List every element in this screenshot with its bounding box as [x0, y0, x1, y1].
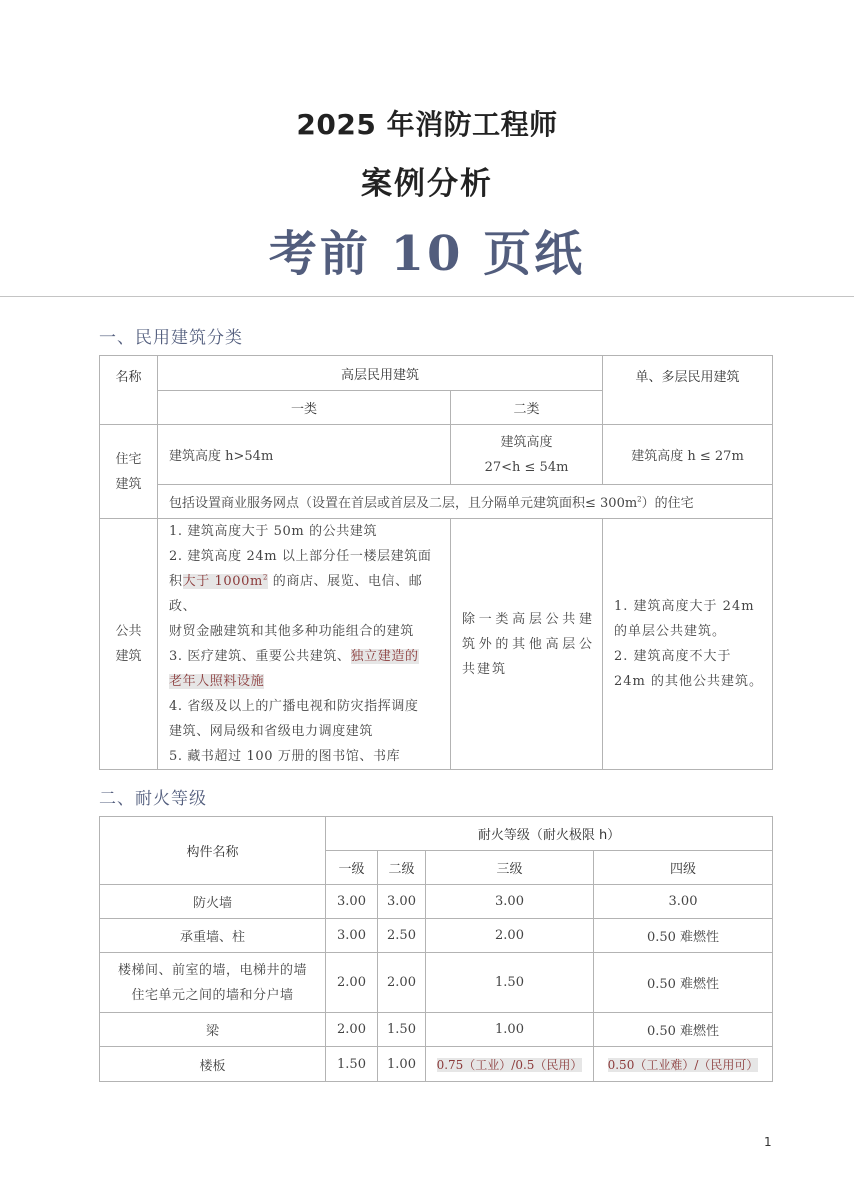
- text: 大于 1000m: [182, 574, 263, 589]
- highlight-text: 独立建造的: [350, 649, 419, 664]
- highlight-text: 0.50（工业难）/（民用可）: [607, 1057, 759, 1072]
- header-low-rise: 单、多层民用建筑: [603, 356, 773, 425]
- grade-4-value: 0.50 难燃性: [594, 953, 773, 1013]
- label-line: 住宅: [115, 451, 142, 467]
- grade-3-value: 1.50: [426, 953, 594, 1013]
- grade-2-value: 2.00: [378, 953, 426, 1013]
- fire-resistance-table: [99, 816, 773, 1082]
- component-name: 楼板: [100, 1047, 326, 1082]
- grade-1-value: 2.00: [326, 1013, 378, 1047]
- component-name: 承重墙、柱: [100, 919, 326, 953]
- label-line: 建筑: [115, 649, 142, 664]
- residential-note: [158, 485, 773, 519]
- component-name: [100, 953, 326, 1013]
- public-class2: 除一类高层公共建筑外的其他高层公共建筑: [451, 519, 603, 770]
- row-label-residential: [100, 425, 158, 519]
- header-grade-4: 四级: [594, 851, 773, 885]
- component-name: 防火墙: [100, 885, 326, 919]
- list-item: 2. 建筑高度 24m 以上部分任一楼层建筑面: [169, 549, 432, 564]
- text-line: 建筑高度: [500, 434, 553, 450]
- grade-4-value: 0.50 难燃性: [594, 1013, 773, 1047]
- grade-1-value: 2.00: [326, 953, 378, 1013]
- highlight-text: [183, 574, 268, 589]
- grade-3-value: 1.00: [426, 1013, 594, 1047]
- list-item: [169, 644, 442, 669]
- grade-3-value: [426, 1047, 594, 1082]
- grade-4-value: 0.50 难燃性: [594, 919, 773, 953]
- grade-4-value: 3.00: [594, 885, 773, 919]
- section-heading-fire-resistance: 二、耐火等级: [99, 789, 207, 809]
- section-heading-building-classification: 一、民用建筑分类: [99, 328, 243, 348]
- page-number: 1: [764, 1135, 772, 1149]
- label-line: 公共: [115, 624, 142, 639]
- building-classification-table: [99, 355, 773, 770]
- list-item-continued: [169, 569, 442, 619]
- grade-3-value: 2.00: [426, 919, 594, 953]
- header-component: 构件名称: [100, 817, 326, 885]
- residential-class1: 建筑高度 h>54m: [158, 425, 451, 485]
- list-item-continued: [169, 669, 442, 694]
- text: 3. 医疗建筑、重要公共建筑、: [169, 649, 351, 664]
- header-grade-3: 三级: [426, 851, 594, 885]
- text: 的商店、展览、电信、邮政、: [169, 574, 423, 614]
- grade-1-value: 3.00: [326, 885, 378, 919]
- highlight-text: 老年人照料设施: [169, 674, 265, 689]
- table-row: [100, 953, 773, 1013]
- header-grade-group: 耐火等级（耐火极限 h）: [326, 817, 773, 851]
- public-low-rise-list: [603, 519, 773, 770]
- document-title-year: 2025 年消防工程师: [296, 108, 558, 141]
- table-row: [100, 885, 773, 919]
- public-class1-list: [158, 519, 451, 770]
- residential-class2: [451, 425, 603, 485]
- header-name: 名称: [100, 356, 158, 425]
- document-title-main: 考前 10 页纸: [268, 226, 586, 282]
- grade-2-value: 3.00: [378, 885, 426, 919]
- residential-low-rise: 建筑高度 h ≤ 27m: [603, 425, 773, 485]
- grade-1-value: 3.00: [326, 919, 378, 953]
- header-grade-1: 一级: [326, 851, 378, 885]
- header-class2: 二类: [451, 391, 603, 425]
- header-divider: [0, 296, 854, 297]
- grade-2-value: 2.50: [378, 919, 426, 953]
- text-line: 27<h ≤ 54m: [484, 459, 569, 475]
- list-item: 1. 建筑高度大于 50m 的公共建筑: [169, 524, 378, 539]
- list-item-continued: 财贸金融建筑和其他多种功能组合的建筑: [169, 624, 414, 639]
- list-item: 4. 省级及以上的广播电视和防灾指挥调度: [169, 699, 419, 714]
- grade-4-value: [594, 1047, 773, 1082]
- row-label-public: [100, 519, 158, 770]
- superscript: 2: [262, 573, 269, 582]
- header-grade-2: 二级: [378, 851, 426, 885]
- table-row: [100, 1013, 773, 1047]
- header-class1: 一类: [158, 391, 451, 425]
- grade-2-value: 1.50: [378, 1013, 426, 1047]
- grade-3-value: 3.00: [426, 885, 594, 919]
- grade-1-value: 1.50: [326, 1047, 378, 1082]
- header-high-rise: 高层民用建筑: [158, 356, 603, 391]
- grade-2-value: 1.00: [378, 1047, 426, 1082]
- note-text: 包括设置商业服务网点（设置在首层或首层及二层，且分隔单元建筑面积≤ 300m: [169, 496, 638, 511]
- component-name: 梁: [100, 1013, 326, 1047]
- list-item: 1. 建筑高度大于 24m 的单层公共建筑。: [614, 599, 755, 639]
- label-line: 建筑: [115, 476, 142, 492]
- highlight-text: 0.75（工业）/0.5（民用）: [436, 1057, 583, 1072]
- table-row: [100, 919, 773, 953]
- text: 积: [169, 574, 183, 589]
- list-item: 2. 建筑高度不大于 24m 的其他公共建筑。: [614, 649, 764, 689]
- note-text: ）的住宅: [641, 496, 694, 511]
- superscript: 2: [637, 495, 642, 504]
- table-row: [100, 1047, 773, 1082]
- list-item: 5. 藏书超过 100 万册的图书馆、书库: [169, 749, 401, 764]
- list-item-continued: 建筑、网局级和省级电力调度建筑: [169, 724, 374, 739]
- text-line: 楼梯间、前室的墙，电梯井的墙: [117, 962, 307, 978]
- text-line: 住宅单元之间的墙和分户墙: [131, 987, 294, 1003]
- document-title-subject: 案例分析: [361, 166, 493, 202]
